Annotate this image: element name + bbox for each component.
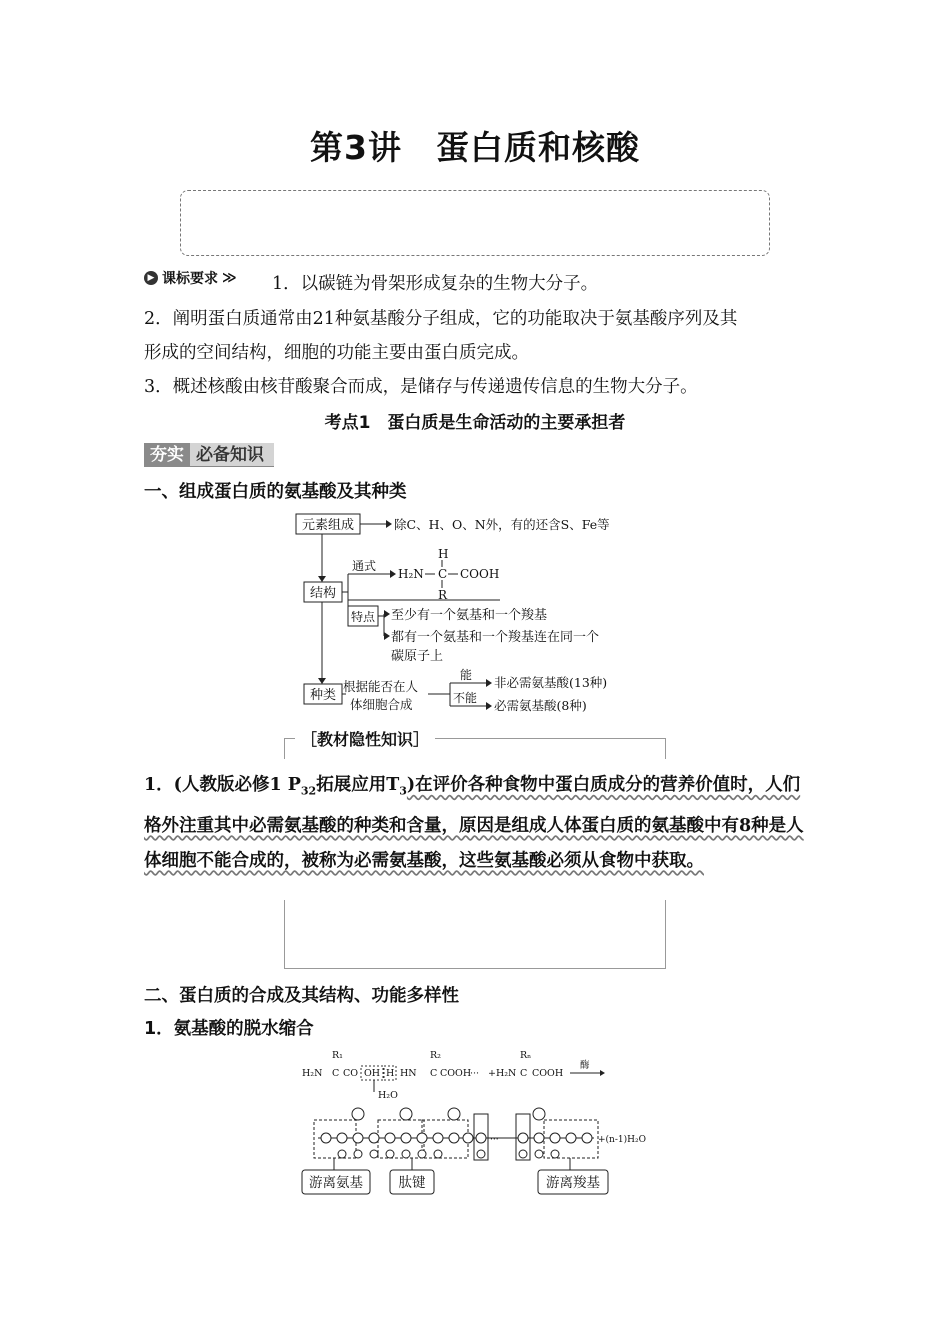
curriculum-item-3: 3．概述核酸由核苷酸聚合而成，是储存与传递遗传信息的生物大分子。 xyxy=(144,377,698,397)
eq-enzyme: 酶 xyxy=(580,1060,590,1071)
label-peptide-bond: 肽键 xyxy=(398,1175,426,1191)
peptide-bond-box-2 xyxy=(422,1120,468,1158)
eq-oh: OH xyxy=(364,1068,381,1079)
amino-group-box xyxy=(314,1120,356,1158)
label-yuansu: 元素组成 xyxy=(301,518,355,533)
yuansu-text: 除C、H、O、N外，有的还含S、Fe等 xyxy=(394,517,610,532)
dehydration-diagram xyxy=(298,1046,658,1196)
eq-cooh1: COOH xyxy=(440,1068,472,1079)
eq-co: CO xyxy=(343,1068,359,1079)
formula-c: C xyxy=(438,567,448,581)
amino-acid-concept-map xyxy=(290,510,670,720)
frame-label: ［教材隐性知识］ xyxy=(295,727,435,750)
section2-heading: 二、蛋白质的合成及其结构、功能多样性 xyxy=(144,986,459,1006)
chain-dots: ··· xyxy=(490,1135,499,1145)
curriculum-item-1: 1．以碳链为骨架形成复杂的生物大分子。 xyxy=(272,274,599,294)
eq-c3: C xyxy=(520,1068,528,1079)
tedian-2b: 碳原子上 xyxy=(391,649,444,664)
para-c: )在评价各种食物中蛋白质成分的营养价值时，人们格外注重其中必需氨基酸的种类和含量，原因是组成人体蛋白质的氨基酸中有8种是人体细胞不能合成的，被称为必需氨基酸，这些氨基酸必须从食物中获取。 xyxy=(144,775,804,871)
label-neng: 能 xyxy=(460,668,473,682)
water-out: +(n-1)H₂O xyxy=(598,1135,646,1145)
kaodian-heading: 考点1 蛋白质是生命活动的主要承担者 xyxy=(324,413,626,433)
para-a: 1．(人教版必修1 P xyxy=(144,775,301,795)
type-bi: 必需氨基酸(8种) xyxy=(494,698,587,713)
section1-heading: 一、组成蛋白质的氨基酸及其种类 xyxy=(144,482,407,502)
curriculum-item-2b: 形成的空间结构，细胞的功能主要由蛋白质完成。 xyxy=(144,343,529,363)
eq-plus-h2n: +H₂N xyxy=(488,1068,517,1079)
formula-h2n: H₂N xyxy=(398,567,424,581)
double-chevron-icon: ≫ xyxy=(222,270,237,286)
eq-plus-h: H xyxy=(386,1068,395,1079)
tedian-1: 至少有一个氨基和一个羧基 xyxy=(391,608,548,623)
curriculum-item-2a: 2．阐明蛋白质通常由21种氨基酸分子组成，它的功能取决于氨基酸序列及其 xyxy=(144,309,738,329)
frame-bottom xyxy=(284,900,666,969)
eq-dots: ··· xyxy=(470,1068,480,1079)
eq-rn: Rₙ xyxy=(520,1050,532,1061)
label-buneng: 不能 xyxy=(453,691,478,705)
formula-h: H xyxy=(438,547,449,561)
eq-r1: R₁ xyxy=(332,1050,343,1061)
label-jiegou: 结构 xyxy=(309,586,337,601)
label-tedian: 特点 xyxy=(350,610,376,624)
eq-cooh2: COOH xyxy=(532,1068,564,1079)
eq-h2o: H₂O xyxy=(378,1090,398,1101)
formula-cooh: COOH xyxy=(460,567,500,581)
label-tongshi: 通式 xyxy=(352,559,377,573)
section-tag xyxy=(144,443,274,467)
para-b: 拓展应用T xyxy=(316,775,400,795)
label-free-carboxyl: 游离羧基 xyxy=(546,1175,600,1191)
tag-right: 必备知识 xyxy=(190,443,274,467)
formula-r: R xyxy=(438,588,448,602)
basis-b: 体细胞合成 xyxy=(350,697,413,712)
empty-dashed-box xyxy=(180,190,770,256)
type-fei: 非必需氨基酸(13种) xyxy=(494,675,608,690)
label-free-amino: 游离氨基 xyxy=(309,1175,363,1191)
para-sub-1: 32 xyxy=(300,784,317,798)
curriculum-badge xyxy=(144,268,237,288)
eq-r2: R₂ xyxy=(430,1050,441,1061)
label-zhonglei: 种类 xyxy=(309,688,337,703)
eq-c2: C xyxy=(430,1068,438,1079)
play-icon: ▶ xyxy=(144,271,158,285)
eq-hn: HN xyxy=(400,1068,417,1079)
eq-h2n: H₂N xyxy=(302,1068,323,1079)
badge-label: 课标要求 xyxy=(162,271,218,287)
page-title: 第3讲 蛋白质和核酸 xyxy=(310,128,640,167)
eq-c1: C xyxy=(332,1068,340,1079)
tag-left: 夯实 xyxy=(144,443,190,467)
hidden-knowledge-paragraph xyxy=(144,768,809,879)
sub1-heading: 1．氨基酸的脱水缩合 xyxy=(144,1019,314,1039)
tedian-2a: 都有一个氨基和一个羧基连在同一个 xyxy=(391,630,600,645)
basis-a: 根据能否在人 xyxy=(343,679,419,694)
para-sub-2: 3 xyxy=(399,784,407,798)
